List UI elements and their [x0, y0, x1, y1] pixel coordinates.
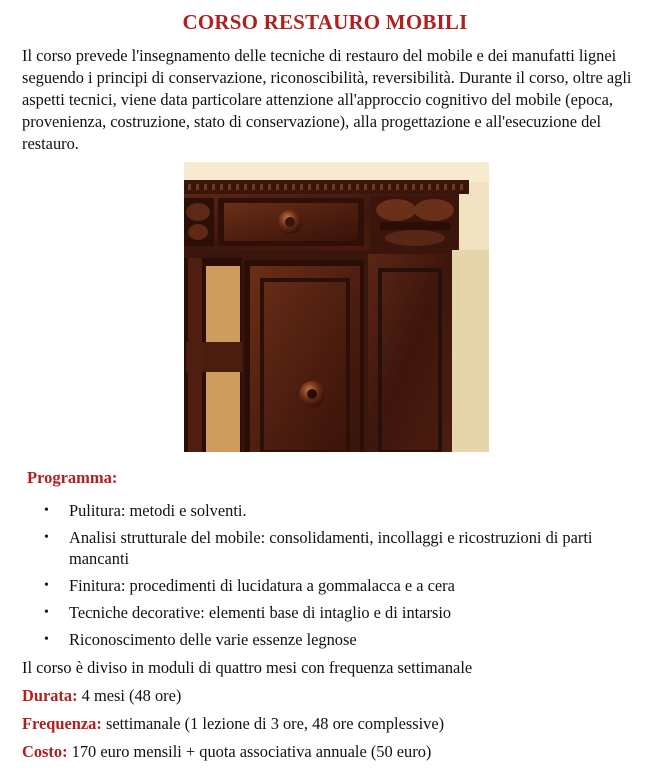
- durata-label: Durata:: [22, 686, 78, 705]
- frequenza-line: [22, 714, 444, 734]
- costo-line: [22, 742, 431, 762]
- list-item: • Riconoscimento delle varie essenze legnose: [26, 629, 626, 650]
- list-item: • Tecniche decorative: elementi base di intaglio e di intarsio: [26, 602, 626, 623]
- page-title: CORSO RESTAURO MOBILI: [182, 10, 468, 34]
- list-item: • Pulitura: metodi e solventi.: [26, 500, 626, 521]
- list-item: • Finitura: procedimenti di lucidatura a gommalacca e a cera: [26, 575, 626, 596]
- costo-value: 170 euro mensili + quota associativa annuale (50 euro): [71, 742, 432, 761]
- intro-paragraph: Il corso prevede l'insegnamento delle tecniche di restauro del mobile e dei manufatti lignei seguendo i principi di conservazione, riconoscibilità, reversibilità. Durante il corso, oltre agli aspetti tecnici, viene data particolare attenzione all'approccio cognitivo del mobile (epoca, provenienza, costruzione, stato di conservazione), alla progettazione e all'esecuzione del restauro.: [22, 46, 632, 153]
- durata-line: [22, 686, 181, 706]
- list-item: • Analisi strutturale del mobile: consolidamenti, incollaggi e ricostruzioni di parti mancanti: [26, 527, 626, 569]
- costo-label: Costo:: [22, 742, 68, 761]
- durata-value: 4 mesi (48 ore): [81, 686, 182, 705]
- programma-heading: Programma:: [27, 468, 118, 487]
- antique-cabinet-photo: [184, 162, 489, 452]
- frequenza-label: Frequenza:: [22, 714, 102, 733]
- frequenza-value: settimanale (1 lezione di 3 ore, 48 ore complessive): [105, 714, 445, 733]
- programma-list: [26, 500, 626, 656]
- moduli-text: Il corso è diviso in moduli di quattro mesi con frequenza settimanale: [22, 658, 473, 677]
